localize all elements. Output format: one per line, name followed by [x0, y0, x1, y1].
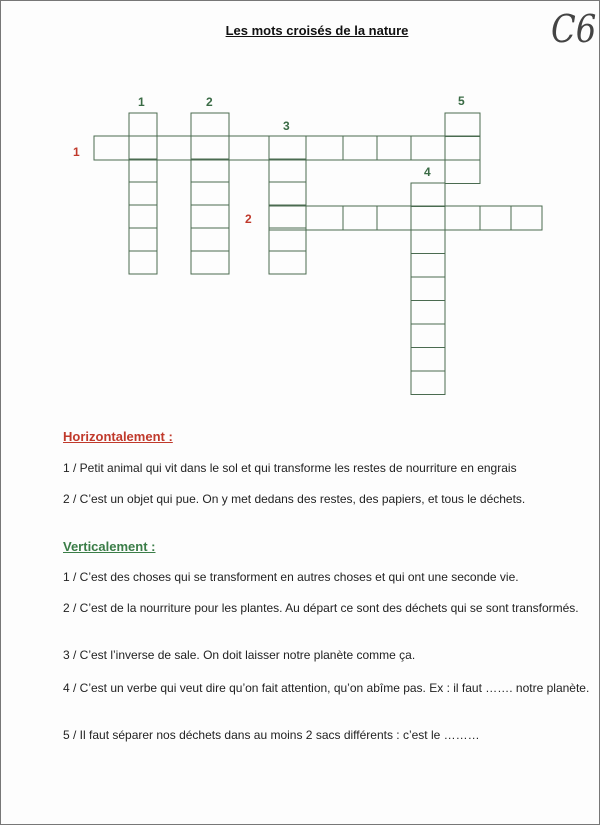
horizontal-heading: Horizontalement :	[63, 429, 173, 444]
crossword-grid	[1, 1, 600, 401]
crossword-cell[interactable]	[377, 136, 411, 160]
vertical-clue-3: 3 / C’est l’inverse de sale. On doit laisser notre planète comme ça.	[63, 648, 416, 662]
crossword-cell[interactable]	[411, 371, 445, 395]
crossword-cell[interactable]	[269, 228, 306, 251]
crossword-cell[interactable]	[269, 205, 306, 228]
crossword-cell[interactable]	[306, 136, 343, 160]
vertical-number-3: 3	[283, 119, 290, 133]
crossword-cell[interactable]	[445, 206, 480, 230]
crossword-cell[interactable]	[445, 113, 480, 137]
crossword-cell[interactable]	[411, 207, 445, 231]
crossword-cell[interactable]	[411, 230, 445, 254]
crossword-cell[interactable]	[129, 182, 157, 205]
crossword-cell[interactable]	[269, 206, 306, 230]
crossword-cell[interactable]	[191, 113, 229, 136]
vertical-clue-5: 5 / Il faut séparer nos déchets dans au moins 2 sacs différents : c’est le ………	[63, 728, 480, 742]
crossword-cell[interactable]	[445, 160, 480, 184]
crossword-cell[interactable]	[191, 251, 229, 274]
horizontal-clue-1: 1 / Petit animal qui vit dans le sol et qui transforme les restes de nourriture en engrais	[63, 461, 517, 475]
crossword-cell[interactable]	[191, 136, 229, 160]
crossword-cell[interactable]	[157, 136, 191, 160]
vertical-number-1: 1	[138, 95, 145, 109]
horizontal-clue-2: 2 / C’est un objet qui pue. On y met dedans des restes, des papiers, et tous le déchets.	[63, 492, 526, 506]
horizontal-number-2: 2	[245, 212, 252, 226]
vertical-clue-2: 2 / C’est de la nourriture pour les plantes. Au départ ce sont des déchets qui se sont transformés.	[63, 601, 579, 615]
crossword-cell[interactable]	[411, 348, 445, 372]
crossword-cell[interactable]	[411, 206, 445, 230]
vertical-number-4: 4	[424, 165, 431, 179]
crossword-cell[interactable]	[445, 136, 480, 160]
crossword-cell[interactable]	[411, 183, 445, 207]
crossword-cell[interactable]	[269, 136, 306, 160]
vertical-heading: Verticalement :	[63, 539, 156, 554]
crossword-cell[interactable]	[411, 277, 445, 301]
crossword-cell[interactable]	[480, 206, 511, 230]
crossword-cell[interactable]	[129, 251, 157, 274]
crossword-cell[interactable]	[269, 251, 306, 274]
crossword-cell[interactable]	[411, 301, 445, 325]
crossword-cell[interactable]	[191, 182, 229, 205]
crossword-cell[interactable]	[191, 159, 229, 182]
vertical-clue-1: 1 / C’est des choses qui se transforment en autres choses et qui ont une seconde vie.	[63, 570, 519, 584]
crossword-cell[interactable]	[343, 206, 377, 230]
crossword-cell[interactable]	[229, 136, 269, 160]
crossword-cell[interactable]	[191, 228, 229, 251]
crossword-cell[interactable]	[411, 254, 445, 278]
vertical-clue-4: 4 / C’est un verbe qui veut dire qu’on fait attention, qu’on abîme pas. Ex : il faut ……. notre planète.	[63, 681, 590, 695]
handwritten-corner-mark: C6	[550, 7, 597, 51]
crossword-cell[interactable]	[129, 205, 157, 228]
horizontal-number-1: 1	[73, 145, 80, 159]
crossword-cell[interactable]	[411, 136, 445, 160]
crossword-cell[interactable]	[343, 136, 377, 160]
crossword-cell[interactable]	[129, 136, 157, 160]
vertical-number-2: 2	[206, 95, 213, 109]
page-title: Les mots croisés de la nature	[225, 23, 409, 38]
crossword-cell[interactable]	[129, 159, 157, 182]
crossword-cell[interactable]	[94, 136, 129, 160]
crossword-cell[interactable]	[129, 113, 157, 136]
crossword-cell[interactable]	[269, 159, 306, 182]
crossword-cell[interactable]	[191, 205, 229, 228]
crossword-cell[interactable]	[377, 206, 411, 230]
crossword-cell[interactable]	[511, 206, 542, 230]
crossword-cell[interactable]	[269, 182, 306, 205]
crossword-cell[interactable]	[306, 206, 343, 230]
crossword-cell[interactable]	[445, 137, 480, 161]
vertical-number-5: 5	[458, 94, 465, 108]
crossword-cell[interactable]	[411, 324, 445, 348]
crossword-cell[interactable]	[129, 228, 157, 251]
